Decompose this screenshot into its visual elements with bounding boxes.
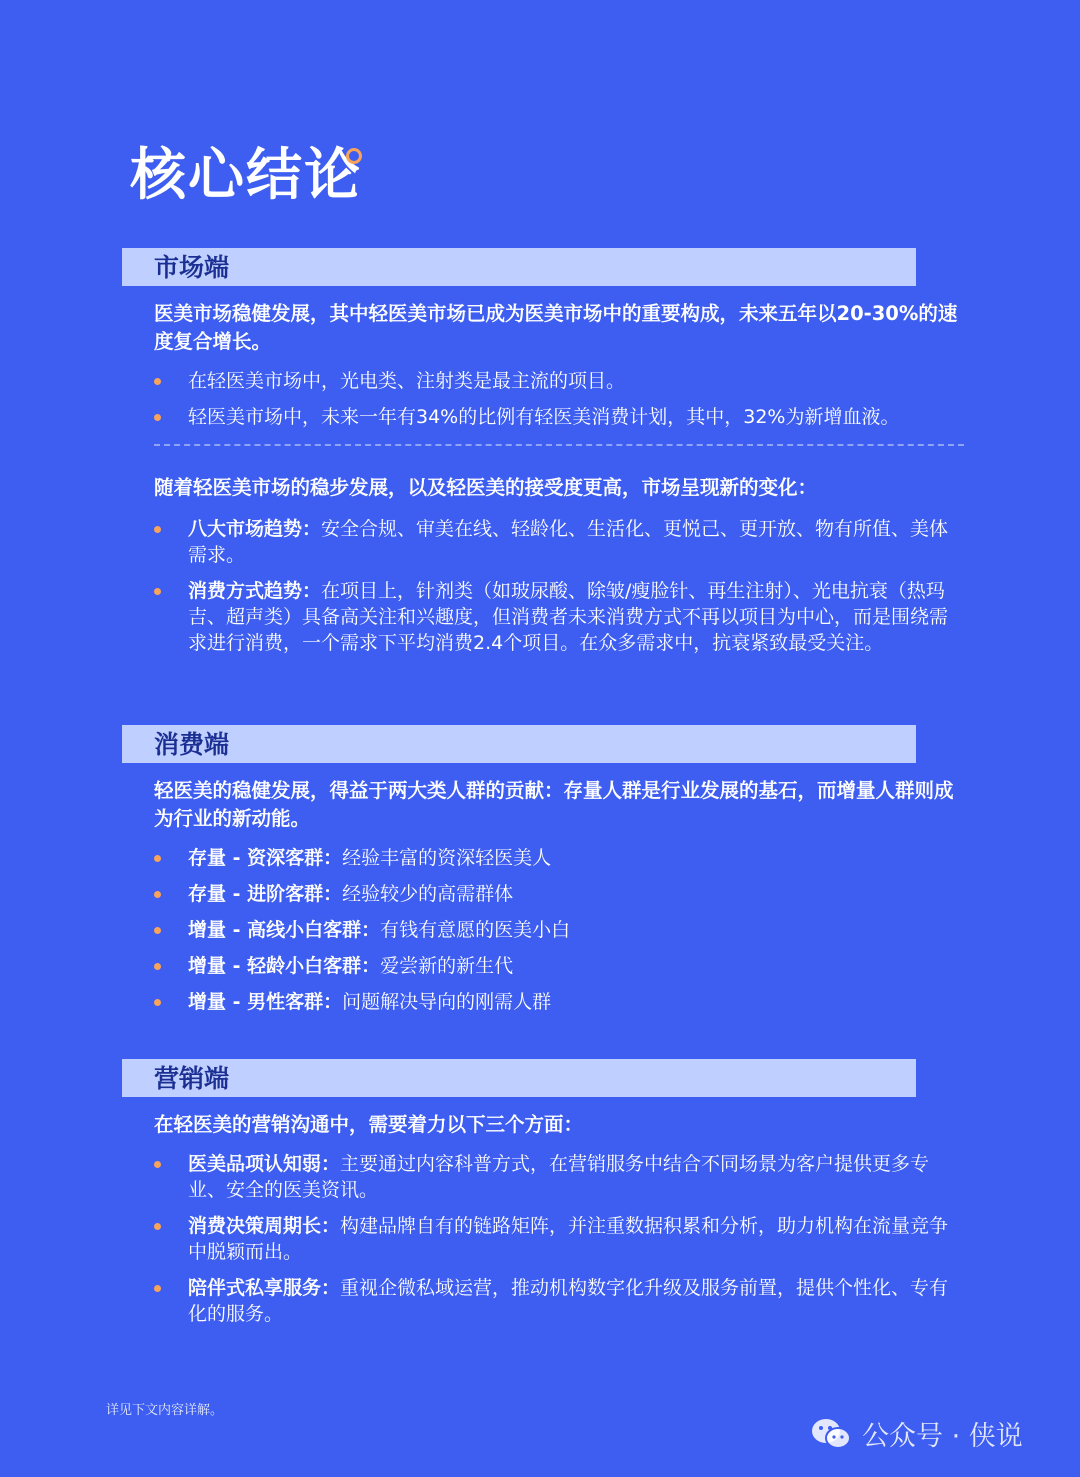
bullet-key: 增量 - 高线小白客群： — [188, 919, 381, 941]
watermark-text: 公众号 · 侠说 — [862, 1421, 1023, 1452]
bullet-text: 主要通过内容科普方式，在营销服务中结合不同场景为客户提供更多专业、安全的医美资讯。 — [188, 1153, 930, 1201]
market-lead-2: 随着轻医美市场的稳步发展，以及轻医美的接受度更高，市场呈现新的变化： — [154, 476, 818, 499]
market-section — [122, 248, 964, 666]
bullet-text: 轻医美市场中，未来一年有34%的比例有轻医美消费计划，其中，32%为新增血液。 — [188, 406, 900, 428]
bullet-dot-icon — [154, 891, 161, 898]
bullet-dot-icon — [154, 1285, 161, 1292]
bullet-dot-icon — [154, 855, 161, 862]
list-item — [154, 845, 964, 871]
consumer-section — [122, 725, 964, 1025]
bullet-dot-icon — [154, 999, 161, 1006]
watermark — [810, 1414, 1023, 1453]
bullet-dot-icon — [154, 414, 161, 421]
bullet-key: 八大市场趋势： — [188, 518, 322, 540]
bullet-text: 爱尝新的新生代 — [380, 955, 514, 977]
marketing-lead: 在轻医美的营销沟通中，需要着力以下三个方面： — [154, 1113, 584, 1136]
bullet-text: 安全合规、审美在线、轻龄化、生活化、更悦己、更开放、物有所值、美体需求。 — [188, 518, 949, 566]
bullet-key: 医美品项认知弱： — [188, 1153, 341, 1175]
list-item — [154, 917, 964, 943]
bullet-dot-icon — [154, 588, 161, 595]
bullet-text: 问题解决导向的刚需人群 — [342, 991, 552, 1013]
list-item — [154, 368, 964, 394]
page-title: 核心结论 — [130, 143, 362, 208]
bullet-text: 在项目上，针剂类（如玻尿酸、除皱/瘦脸针、再生注射）、光电抗衰（热玛吉、超声类）具备高关注和兴趣度，但消费者未来消费方式不再以项目为中心，而是围绕需求进行消费，一个需求下平均消费2.4个项目。在众多需求中，抗衰紧致最受关注。 — [188, 580, 949, 654]
list-item — [154, 989, 964, 1015]
list-item — [154, 1213, 964, 1265]
bullet-dot-icon — [154, 927, 161, 934]
list-item — [154, 516, 964, 568]
consumer-heading: 消费端 — [122, 725, 916, 763]
footnote: 详见下文内容详解。 — [106, 1403, 224, 1418]
bullet-key: 消费决策周期长： — [188, 1215, 341, 1237]
bullet-key: 陪伴式私享服务： — [188, 1277, 341, 1299]
list-item — [154, 578, 964, 656]
bullet-text: 在轻医美市场中，光电类、注射类是最主流的项目。 — [188, 370, 626, 392]
bullet-key: 增量 - 轻龄小白客群： — [188, 955, 381, 977]
consumer-lead: 轻医美的稳健发展，得益于两大类人群的贡献：存量人群是行业发展的基石，而增量人群则成为行业的新动能。 — [154, 779, 954, 830]
list-item — [154, 1275, 964, 1327]
marketing-bullets — [154, 1151, 964, 1327]
marketing-section — [122, 1059, 964, 1337]
bullet-text: 有钱有意愿的医美小白 — [380, 919, 571, 941]
bullet-dot-icon — [154, 1223, 161, 1230]
market-bullets — [154, 368, 964, 430]
list-item — [154, 881, 964, 907]
bullet-key: 存量 - 进阶客群： — [188, 883, 343, 905]
bullet-key: 增量 - 男性客群： — [188, 991, 343, 1013]
marketing-heading: 营销端 — [122, 1059, 916, 1097]
list-item — [154, 404, 964, 430]
dashed-divider — [154, 444, 964, 446]
bullet-text: 经验丰富的资深轻医美人 — [342, 847, 552, 869]
market-heading: 市场端 — [122, 248, 916, 286]
bullet-dot-icon — [154, 1161, 161, 1168]
bullet-key: 消费方式趋势： — [188, 580, 322, 602]
wechat-icon — [810, 1416, 852, 1452]
list-item — [154, 1151, 964, 1203]
bullet-dot-icon — [154, 963, 161, 970]
market-trend-bullets — [154, 516, 964, 656]
bullet-key: 存量 - 资深客群： — [188, 847, 343, 869]
bullet-dot-icon — [154, 526, 161, 533]
bullet-text: 构建品牌自有的链路矩阵，并注重数据积累和分析，助力机构在流量竞争中脱颖而出。 — [188, 1215, 949, 1263]
market-lead: 医美市场稳健发展，其中轻医美市场已成为医美市场中的重要构成，未来五年以20-30%的速度复合增长。 — [154, 302, 958, 353]
bullet-text: 重视企微私域运营，推动机构数字化升级及服务前置，提供个性化、专有化的服务。 — [188, 1277, 949, 1325]
title-ring-icon — [346, 148, 362, 164]
consumer-bullets — [154, 845, 964, 1015]
bullet-dot-icon — [154, 378, 161, 385]
list-item — [154, 953, 964, 979]
bullet-text: 经验较少的高需群体 — [342, 883, 514, 905]
